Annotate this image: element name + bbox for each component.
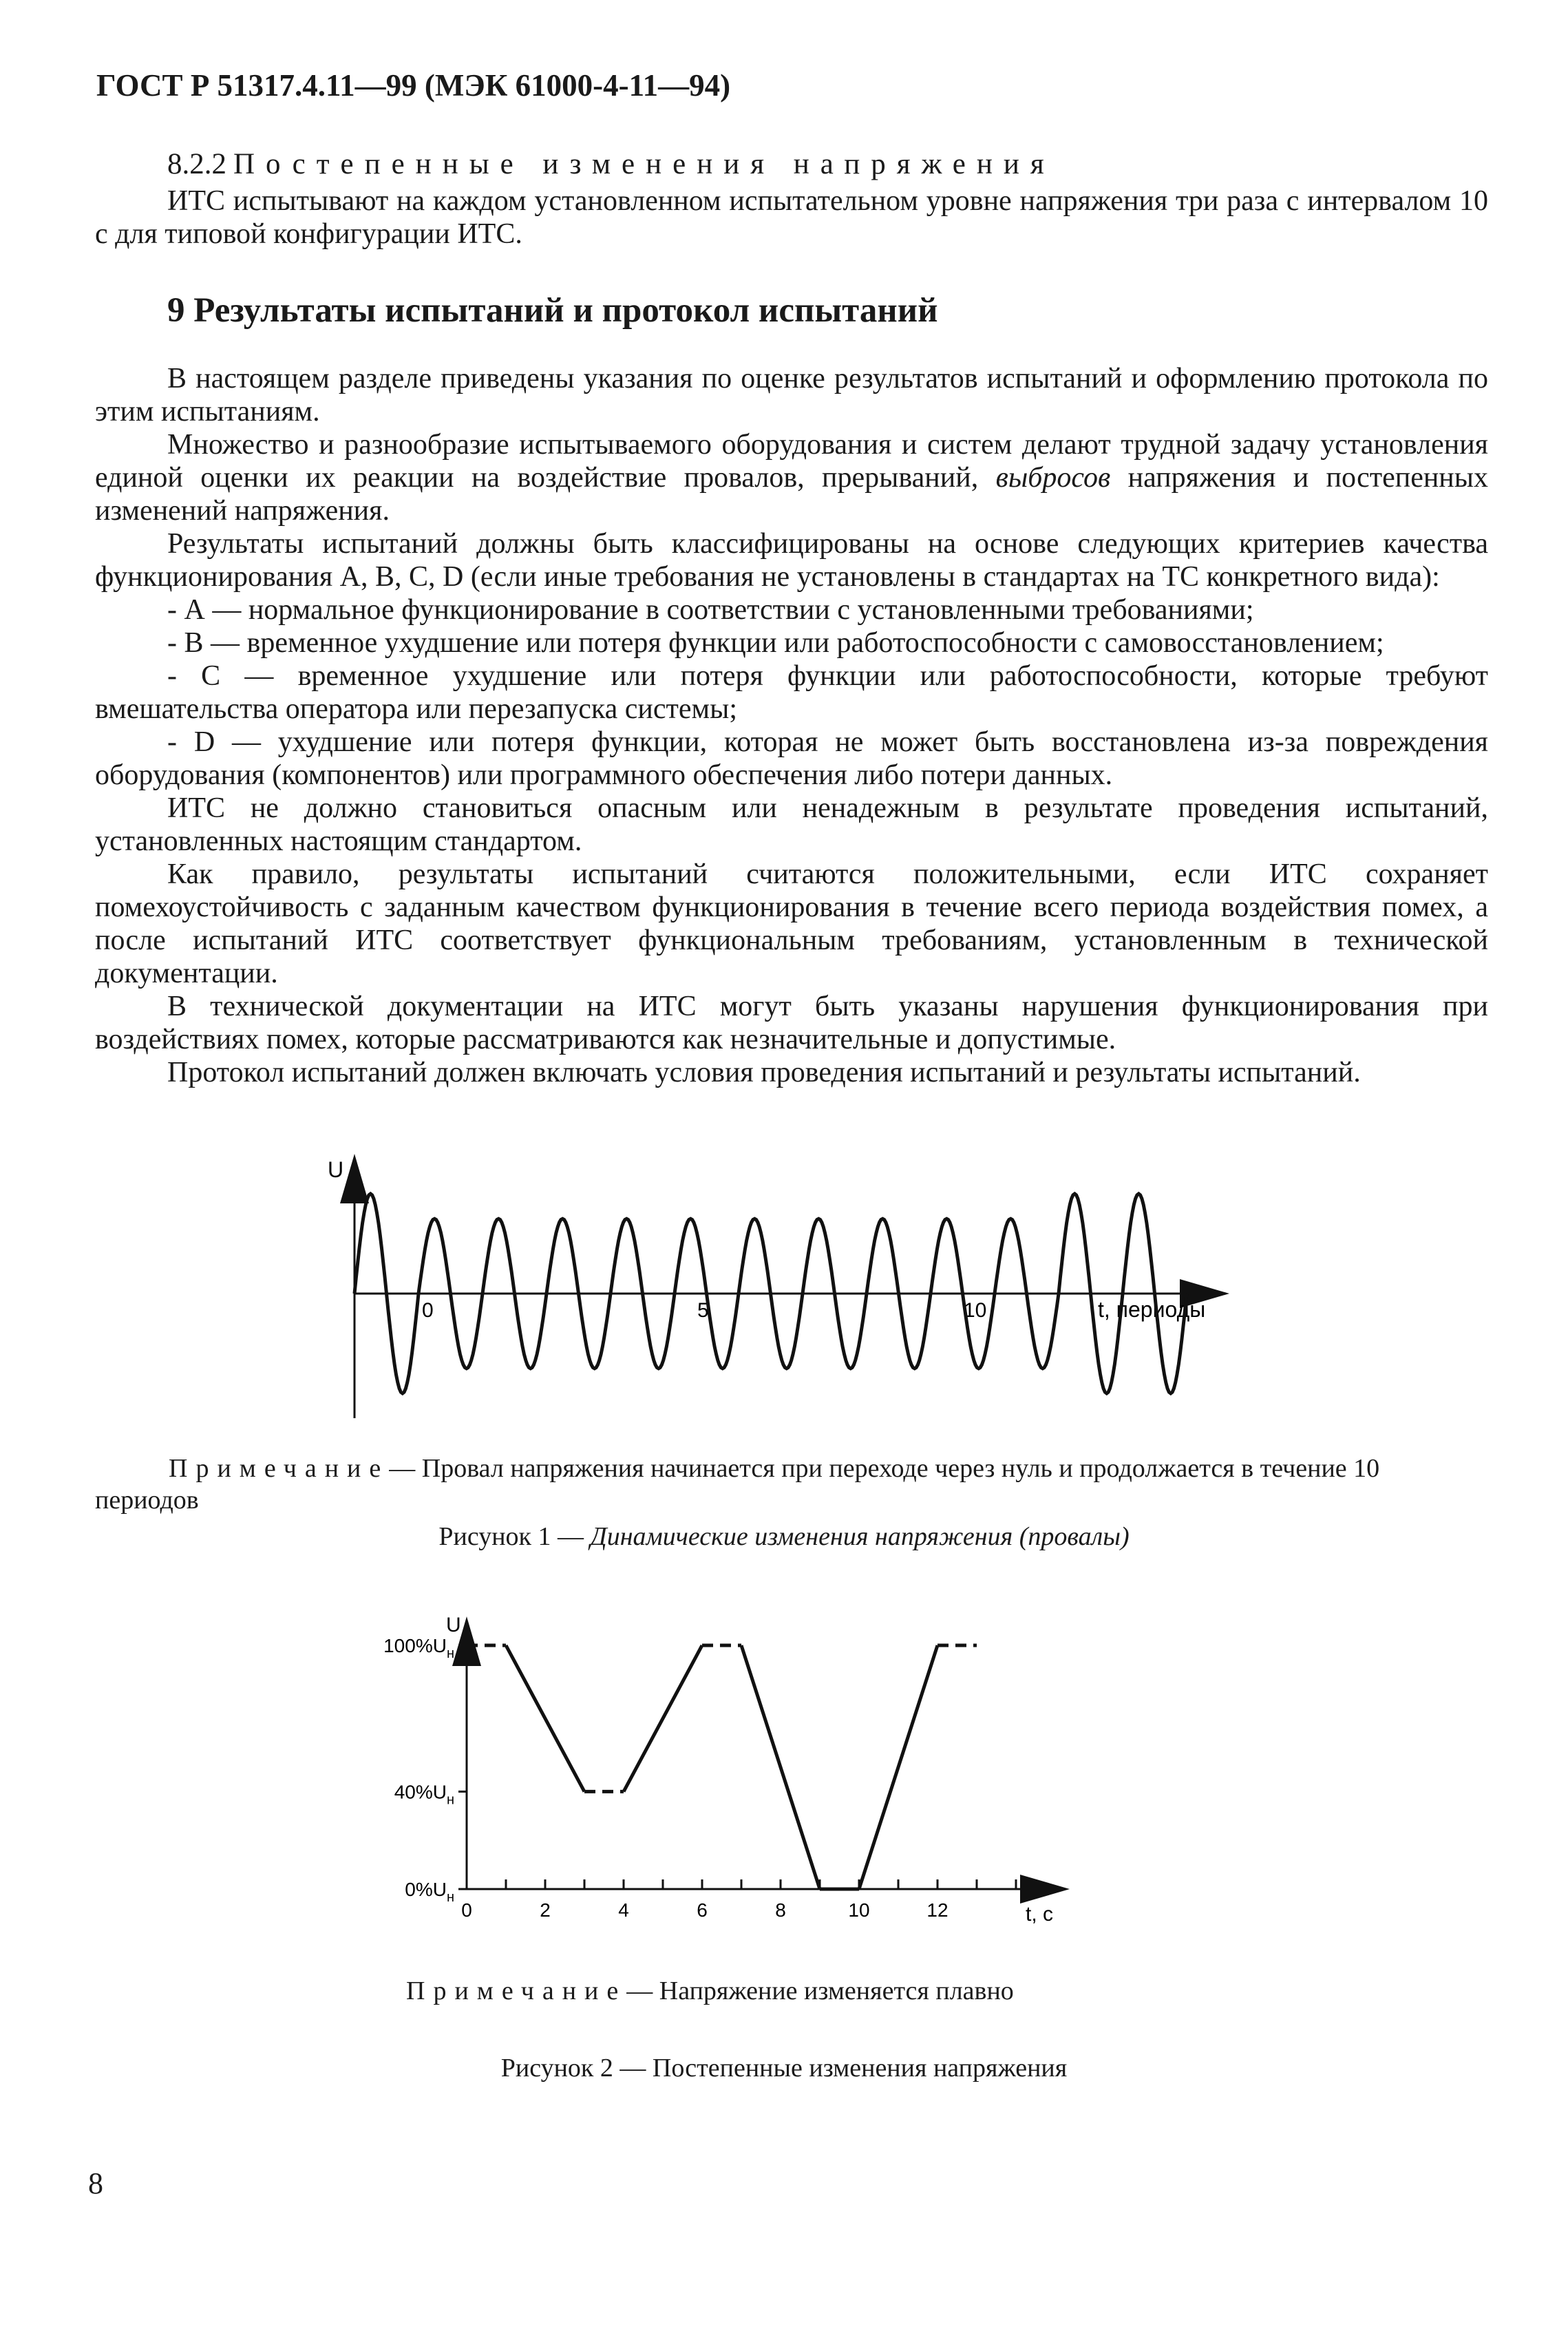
section-title: 9 Результаты испытаний и протокол испытаний — [167, 291, 938, 330]
figure1-caption-prefix: Рисунок 1 — — [438, 1522, 591, 1551]
figure1-tick-10: 10 — [964, 1299, 987, 1322]
section-body — [95, 362, 1488, 1089]
figure2-x-tick-label: 10 — [848, 1899, 870, 1921]
figure2-note-text: — Напряжение изменяется плавно — [626, 1977, 1014, 2005]
figure1-note-label: Примечание — [169, 1454, 390, 1483]
emphasis-text: выбросов — [995, 462, 1111, 494]
paragraph: Протокол испытаний должен включать условия проведения испытаний и результаты испытаний. — [167, 1057, 1361, 1088]
figure2-y-tick-label: $0\%U_н$ — [405, 1879, 454, 1905]
figure1-tick-5: 5 — [697, 1299, 709, 1322]
figure2-x-tick-label: 2 — [540, 1899, 551, 1921]
figure2-note-label: Примечание — [406, 1977, 627, 2005]
figure2-slope-segment — [506, 1645, 584, 1791]
figure2-y-ticks — [383, 1635, 467, 1905]
figure2-x-label: t, с — [1026, 1903, 1054, 1926]
subsection-heading — [167, 147, 1055, 181]
figure2-x-tick-label: 12 — [926, 1899, 949, 1921]
criterion-d: - D — ухудшение или потеря функции, которая не может быть восстановлена из-за повреждения оборудования (компонентов) или программного обеспечения либо потери данных. — [95, 726, 1488, 791]
figure2-note — [406, 1976, 1014, 2006]
paragraph-text: Множество и разнообразие испытываемого оборудования и систем делают трудной задачу установления единой оценки их реакции на воздействие провалов, прерываний, — [95, 429, 1488, 494]
paragraph: Результаты испытаний должны быть классифицированы на основе следующих критериев качества функционирования А, В, С, D (если иные требования не установлены в стандартах на ТС конкретного вида): — [95, 528, 1488, 593]
paragraph-text: напряжения и постепенных изменений напряжения. — [95, 462, 1489, 527]
figure2-x-tick-label: 8 — [775, 1899, 786, 1921]
figure2-slope-segment — [859, 1645, 937, 1889]
paragraph — [95, 428, 1488, 527]
figure2-y-label: U — [446, 1614, 461, 1636]
document-header: ГОСТ Р 51317.4.11—99 (МЭК 61000-4-11—94) — [96, 68, 731, 103]
figure1-caption — [0, 1521, 1568, 1552]
figure1-tick-0: 0 — [422, 1299, 434, 1322]
subsection-text: ИТС испытывают на каждом установленном испытательном уровне напряжения три раза с интервалом 10 с для типовой конфигурации ИТС. — [95, 185, 1488, 250]
criterion-c: - С — временное ухудшение или потеря функции или работоспособности, которые требуют вмешательства оператора или перезапуска системы; — [95, 660, 1488, 725]
figure1-note — [95, 1453, 1417, 1516]
paragraph: Как правило, результаты испытаний считаются положительными, если ИТС сохраняет помехоустойчивость с заданным качеством функционирования в течение всего периода воздействия помех, а после испытаний ИТС соответствует функциональным требованиям, установленным в технической документации. — [95, 858, 1488, 989]
page-number: 8 — [88, 2167, 103, 2200]
criterion-b: - В — временное ухудшение или потеря функции или работоспособности с самовосстановлением; — [167, 627, 1384, 659]
paragraph: В технической документации на ИТС могут быть указаны нарушения функционирования при воздействиях помех, которые рассматриваются как незначительные и допустимые. — [95, 991, 1488, 1055]
paragraph: ИТС не должно становиться опасным или ненадежным в результате проведения испытаний, установленных настоящим стандартом. — [95, 792, 1488, 857]
criterion-a: - А — нормальное функционирование в соответствии с установленными требованиями; — [167, 594, 1254, 626]
figure2-line — [467, 1645, 977, 1889]
figure1-x-label: t, периоды — [1098, 1297, 1206, 1322]
figure2-y-tick-label: $40\%U_н$ — [394, 1781, 454, 1808]
figure2-x-tick-label: 4 — [618, 1899, 629, 1921]
figure1-note-text: — Провал напряжения начинается при переходе через нуль и продолжается в течение 10 периодов — [95, 1454, 1380, 1515]
subsection-number: 8.2.2 — [167, 148, 226, 180]
figure2-slope-segment — [741, 1645, 820, 1889]
figure2-x-tick-label: 0 — [461, 1899, 472, 1921]
figure1-y-label: U — [328, 1157, 344, 1182]
figure2-x-tick-label: 6 — [697, 1899, 708, 1921]
figure2-chart — [330, 1604, 1115, 1935]
figure1-caption-text: Динамические изменения напряжения (провалы) — [590, 1522, 1130, 1551]
figure2-x-ticks — [461, 1879, 1016, 1921]
subsection-title: Постепенные изменения напряжения — [233, 148, 1055, 180]
figure2-slope-segment — [624, 1645, 702, 1791]
paragraph: В настоящем разделе приведены указания по оценке результатов испытаний и оформлению протокола по этим испытаниям. — [95, 363, 1488, 428]
figure1-chart — [303, 1143, 1253, 1432]
figure2-caption: Рисунок 2 — Постепенные изменения напряжения — [500, 2054, 1068, 2083]
figure2-y-tick-label: $100\%U_н$ — [383, 1635, 454, 1661]
